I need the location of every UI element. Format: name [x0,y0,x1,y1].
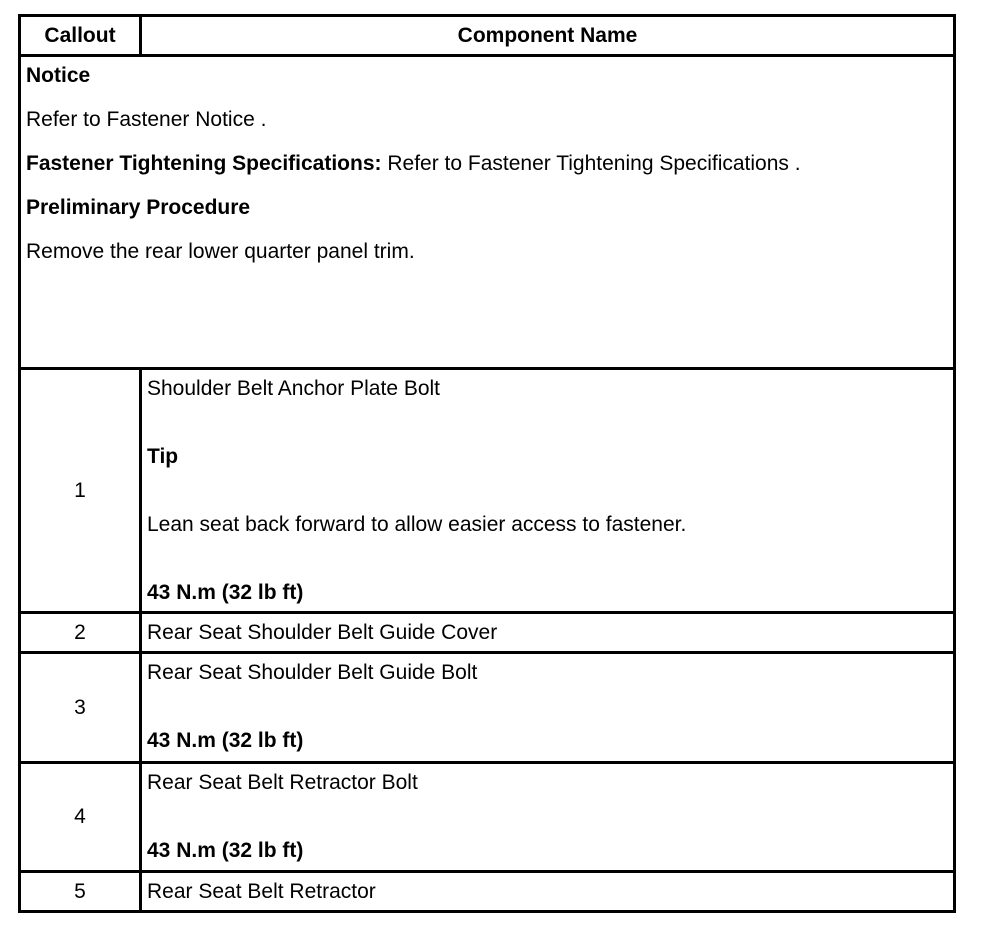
torque-spec: 43 N.m (32 lb ft) [147,729,304,752]
component-cell [142,873,953,910]
torque-spec: 43 N.m (32 lb ft) [147,581,304,604]
table-row [18,764,956,873]
callout-cell: 1 [21,370,142,611]
component-name: Rear Seat Belt Retractor [147,880,376,903]
component-name: Rear Seat Shoulder Belt Guide Cover [147,621,498,644]
component-cell [142,764,953,870]
callout-cell: 5 [21,873,142,910]
notice-row [18,57,956,370]
component-name: Shoulder Belt Anchor Plate Bolt [147,377,441,400]
notice-text: Refer to Fastener Notice . [26,108,267,131]
tip-title-row [147,446,953,468]
spec-text: Refer to Fastener Tightening Specifications . [381,152,801,175]
callout-cell: 2 [21,614,142,651]
prelim-title: Preliminary Procedure [26,196,251,219]
table-row [18,370,956,614]
component-name-header: Component Name [457,23,638,47]
callout-cell: 4 [21,764,142,870]
tip-title: Tip [147,445,179,468]
component-cell [142,654,953,761]
prelim-text: Remove the rear lower quarter panel trim. [26,240,415,263]
component-cell [142,370,953,611]
notice-title: Notice [26,64,91,87]
spec-label: Fastener Tightening Specifications: [26,152,382,175]
tip-text: Lean seat back forward to allow easier access to fastener. [147,513,687,536]
table-row [18,873,956,913]
table-row [18,654,956,764]
table-row [18,614,956,654]
callout-cell: 3 [21,654,142,761]
component-name: Rear Seat Shoulder Belt Guide Bolt [147,661,478,684]
component-name: Rear Seat Belt Retractor Bolt [147,771,418,794]
callout-header: Callout [21,17,142,54]
spec-line [26,153,953,175]
table-header [18,14,956,57]
component-cell [142,614,953,651]
torque-spec: 43 N.m (32 lb ft) [147,839,304,862]
